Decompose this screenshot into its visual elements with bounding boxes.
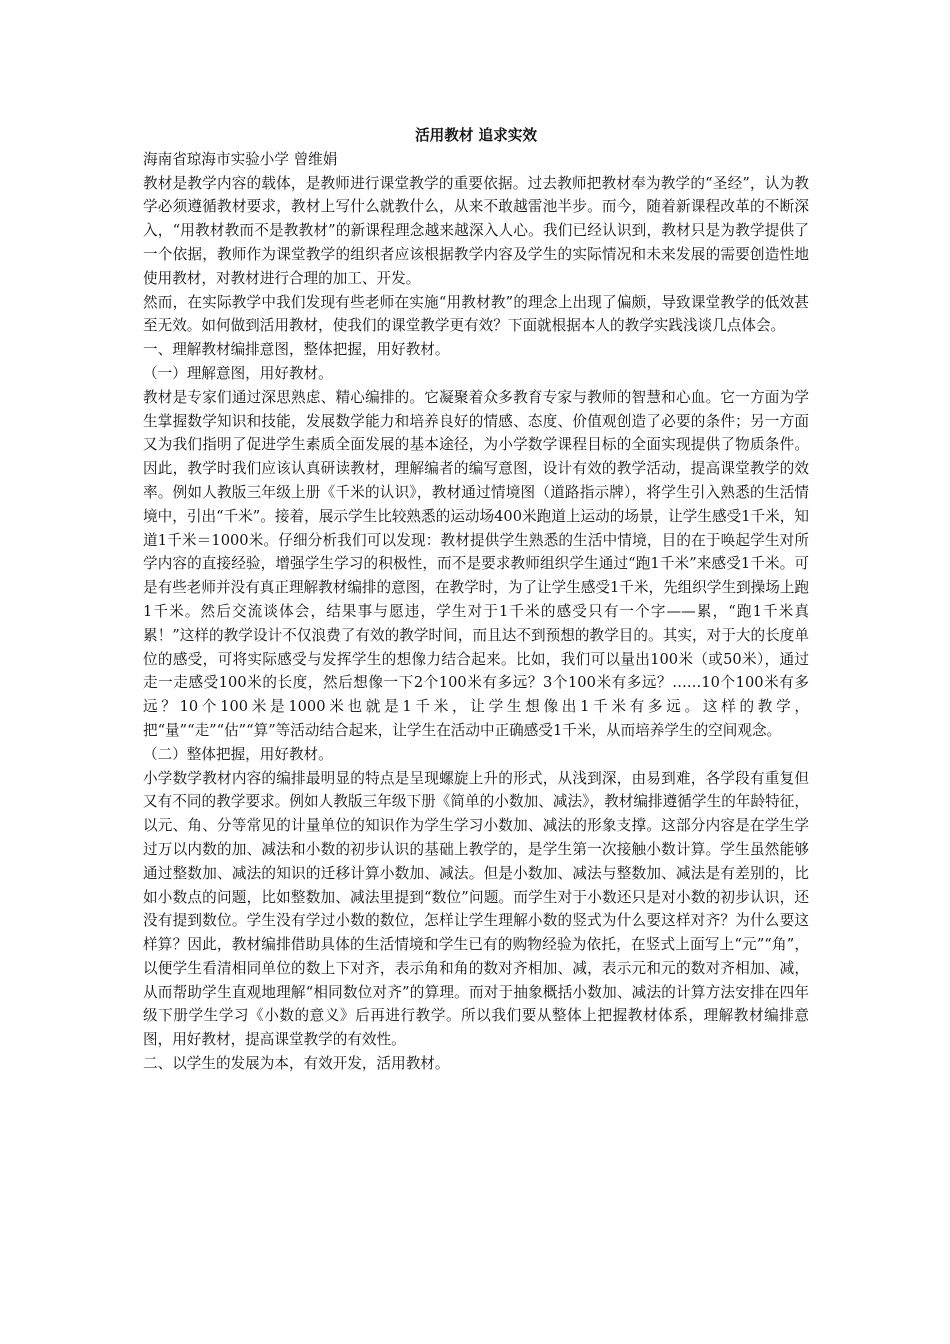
document-page — [143, 124, 809, 1076]
section-heading-1: 一、理解教材编排意图，整体把握，用好教材。 — [143, 341, 450, 359]
section-heading-2: 二、以学生的发展为本，有效开发，活用教材。 — [143, 1055, 450, 1073]
author-line: 海南省琼海市实验小学 曾维娟 — [143, 150, 338, 168]
paragraph-overall-grasp: 小学数学教材内容的编排最明显的特点是呈现螺旋上升的形式，从浅到深，由易到难，各学段有重复但又有不同的教学要求。例如人教版三年级下册《简单的小数加、减法》，教材编排遵循学生的年龄特征，以元、角、分等常见的计量单位的知识作为学生学习小数加、减法的形象支撑。这部分内容是在学生学过万以内数的加、减法和小数的初步认识的基础上教学的，是学生第一次接触小数计算。学生虽然能够通过整数加、减法的知识的迁移计算小数加、减法。但是小数加、减法与整数加、减法是有差别的，比如小数点的问题，比如整数加、减法里提到“数位”问题。而学生对于小数还只是对小数的初步认识，还没有提到数位。学生没有学过小数的数位，怎样让学生理解小数的竖式为什么要这样对齐？为什么要这样算？因此，教材编排借助具体的生活情境和学生已有的购物经验为依托，在竖式上面写上“元”“角”，以便学生看清相同单位的数上下对齐，表示角和角的数对齐相加、减，表示元和元的数对齐相加、减，从而帮助学生直观地理解“相同数位对齐”的算理。而对于抽象概括小数加、减法的计算方法安排在四年级下册学生学习《小数的意义》后再进行教学。所以我们要从整体上把握教材体系，理解教材编排意图，用好教材，提高课堂教学的有效性。 — [143, 769, 809, 1049]
subsection-heading-1-2: （二）整体把握，用好教材。 — [143, 745, 333, 763]
paragraph-understand-intent: 教材是专家们通过深思熟虑、精心编排的。它凝聚着众多教育专家与教师的智慧和心血。它一方面为学生掌握数学知识和技能，发展数学能力和培养良好的情感、态度、价值观创造了必要的条件；另一方面又为我们指明了促进学生素质全面发展的基本途径，为小学数学课程目标的全面实现提供了物质条件。因此，教学时我们应该认真研读教材，理解编者的编写意图，设计有效的教学活动，提高课堂教学的效率。例如人教版三年级上册《千米的认识》，教材通过情境图（道路指示牌），将学生引入熟悉的生活情境中，引出“千米”。接着，展示学生比较熟悉的运动场400米跑道上运动的场景，让学生感受1千米，知道1千米＝1000米。仔细分析我们可以发现：教材提供学生熟悉的生活中情境，目的在于唤起学生对所学内容的直接经验，增强学生学习的积极性，而不是要求教师组织学生通过“跑1千米”来感受1千米。可是有些老师并没有真正理解教材编排的意图，在教学时，为了让学生感受1千米，先组织学生到操场上跑1千米。然后交流谈体会，结果事与愿违，学生对于1千米的感受只有一个字——累，“跑1千米真累！”这样的教学设计不仅浪费了有效的教学时间，而且达不到预想的教学目的。其实，对于大的长度单位的感受，可将实际感受与发挥学生的想像力结合起来。比如，我们可以量出100米（或50米），通过走一走感受100米的长度，然后想像一下2个100米有多远？3个100米有多远？……10个100米有多远？10个100米是1000米也就是1千米，让学生想像出1千米有多远。这样的教学，把“量”“走”“估”“算”等活动结合起来，让学生在活动中正确感受1千米，从而培养学生的空间观念。 — [143, 388, 810, 739]
document-title: 活用教材 追求实效 — [415, 127, 537, 144]
paragraph-problem: 然而，在实际教学中我们发现有些老师在实施“用教材教”的理念上出现了偏颇，导致课堂教学的低效甚至无效。如何做到活用教材，使我们的课堂教学更有效？下面就根据本人的教学实践浅谈几点体会。 — [143, 293, 809, 335]
paragraph-intro: 教材是教学内容的载体，是教师进行课堂教学的重要依据。过去教师把教材奉为教学的“圣经”，认为教学必须遵循教材要求，教材上写什么就教什么，从来不敢越雷池半步。而今，随着新课程改革的不断深入，“用教材教而不是教教材”的新课程理念越来越深入人心。我们已经认识到，教材只是为教学提供了一个依据，教师作为课堂教学的组织者应该根据教学内容及学生的实际情况和未来发展的需要创造性地使用教材，对教材进行合理的加工、开发。 — [143, 174, 809, 287]
subsection-heading-1-1: （一）理解意图，用好教材。 — [143, 364, 333, 382]
